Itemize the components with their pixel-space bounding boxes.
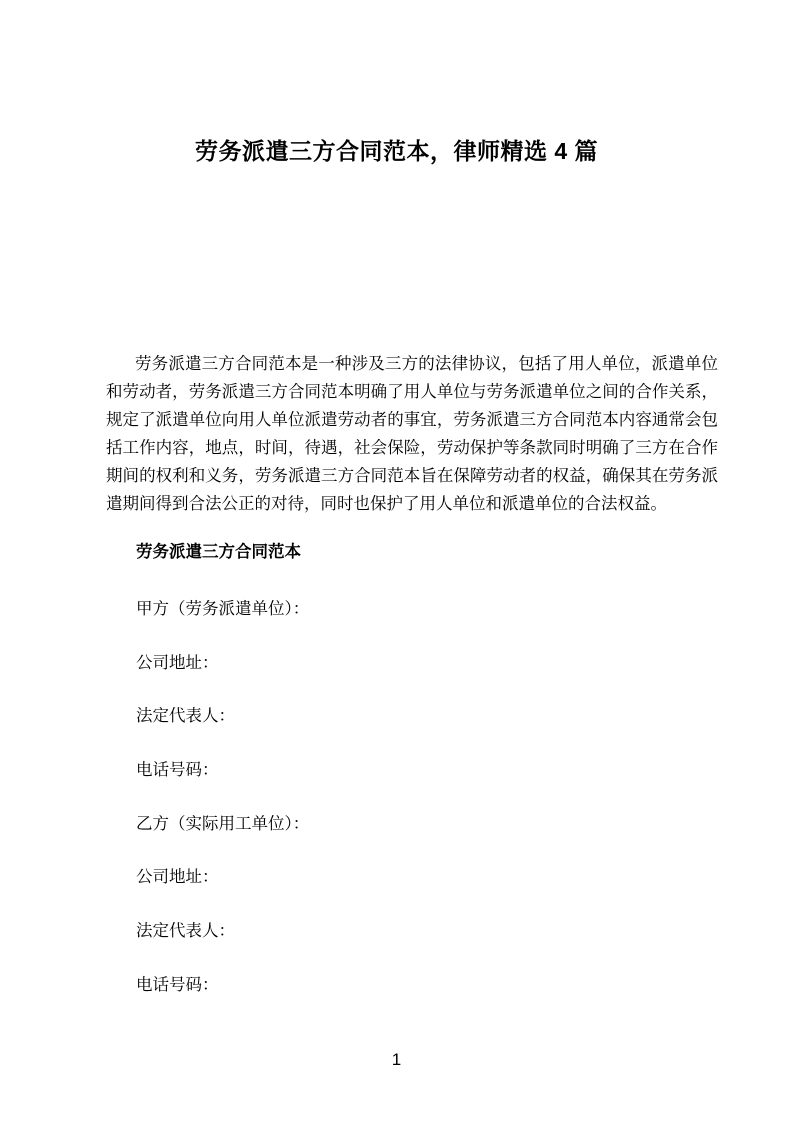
field-party-b-phone: 电话号码：: [136, 975, 219, 994]
field-party-b: 乙方（实际用工单位）：: [136, 814, 310, 833]
field-party-a-legal-representative: 法定代表人：: [136, 707, 235, 726]
document-title: 劳务派遣三方合同范本，律师精选 4 篇: [194, 138, 599, 164]
field-party-a-phone: 电话号码：: [136, 761, 219, 780]
field-party-a-address: 公司地址：: [136, 653, 219, 672]
contract-fields: [136, 598, 696, 1028]
section-heading: 劳务派遣三方合同范本: [136, 543, 301, 561]
field-party-b-legal-representative: 法定代表人：: [136, 922, 235, 941]
page-number: 1: [391, 1050, 402, 1069]
intro-paragraph: 劳务派遣三方合同范本是一种涉及三方的法律协议，包括了用人单位，派遣单位和劳动者，劳务派遣三方合同范本明确了用人单位与劳务派遣单位之间的合作关系，规定了派遣单位向用人单位派遣劳动者的事宜，劳务派遣三方合同范本内容通常会包括工作内容，地点，时间，待遇，社会保险，劳动保护等条款同时明确了三方在合作期间的权利和义务，劳务派遣三方合同范本旨在保障劳动者的权益，确保其在劳务派遣期间得到合法公正的对待，同时也保护了用人单位和派遣单位的合法权益。: [106, 355, 718, 513]
field-party-b-address: 公司地址：: [136, 868, 219, 887]
field-party-a: 甲方（劳务派遣单位）：: [136, 600, 310, 618]
